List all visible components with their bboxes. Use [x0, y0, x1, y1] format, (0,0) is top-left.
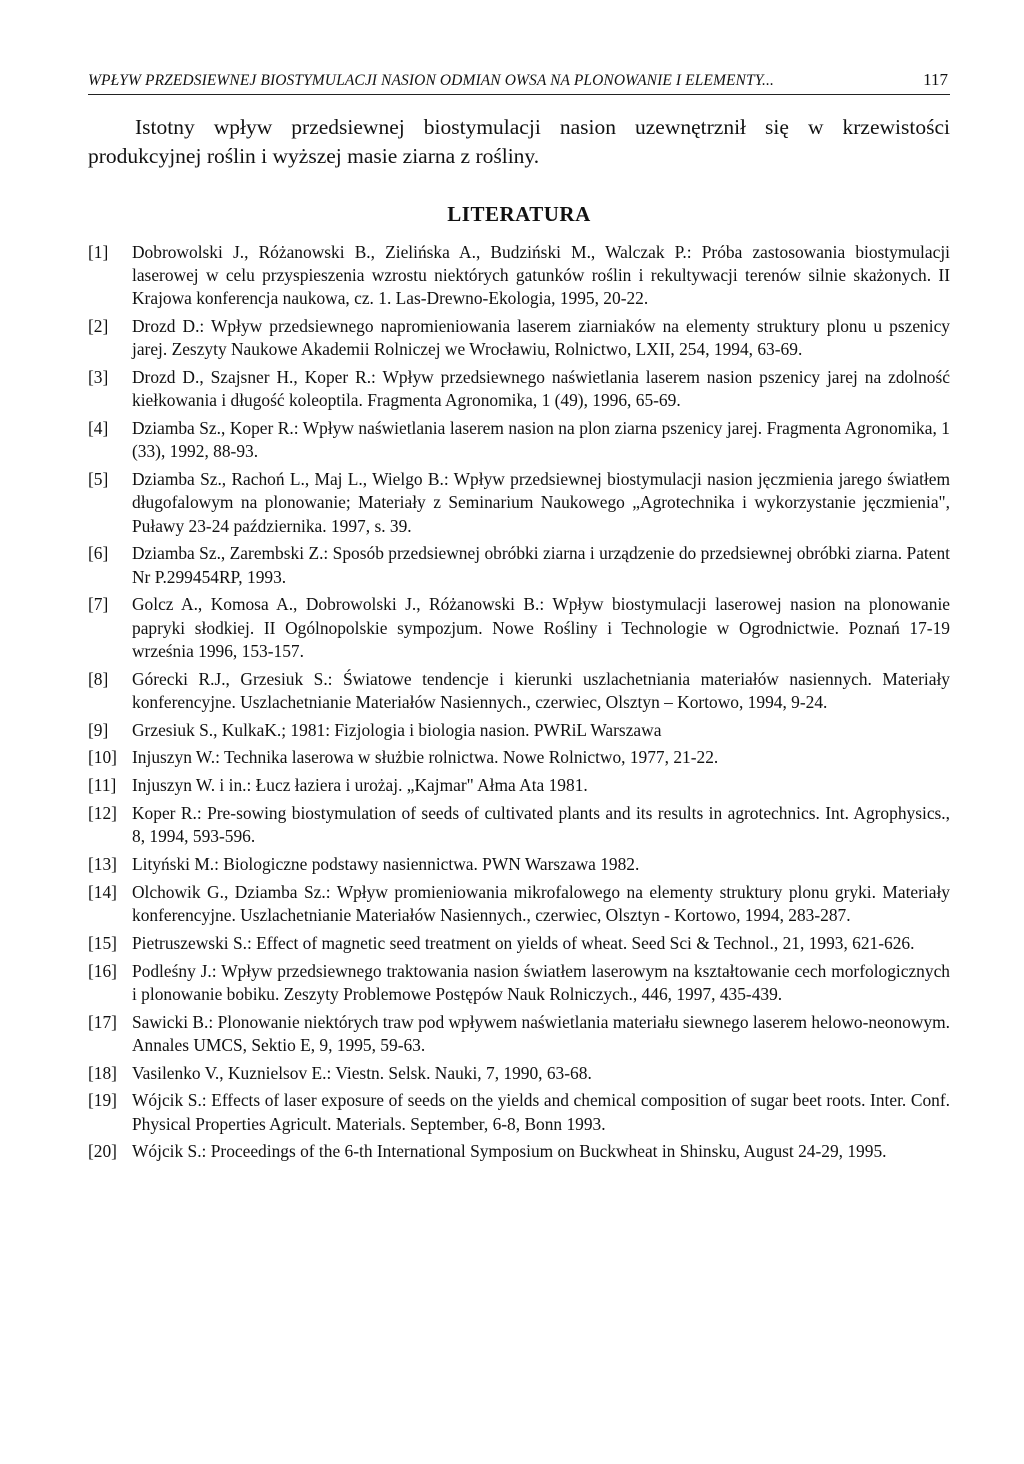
reference-number: [18]: [88, 1062, 117, 1083]
reference-number: [9]: [88, 719, 109, 740]
reference-number: [19]: [88, 1090, 117, 1111]
reference-text: Sawicki B.: Plonowanie niektórych traw pod wpływem naświetlania materiału siewnego laserem helowo-neonowym. Annales UMCS, Sektio E, 9, 1995, 59-63.: [132, 1011, 950, 1055]
reference-number: [16]: [88, 960, 117, 981]
reference-text: Dziamba Sz., Koper R.: Wpływ naświetlania laserem nasion na plon ziarna pszenicy jarej. Fragmenta Agronomika, 1 (33), 1992, 88-93.: [132, 418, 950, 462]
reference-item: [88, 241, 950, 311]
reference-list: [88, 241, 950, 1164]
reference-item: [88, 881, 950, 927]
reference-item: [88, 960, 950, 1006]
reference-text: Lityński M.: Biologiczne podstawy nasiennictwa. PWN Warszawa 1982.: [132, 854, 640, 874]
reference-number: [12]: [88, 803, 117, 823]
reference-item: [88, 593, 950, 663]
reference-text: Olchowik G., Dziamba Sz.: Wpływ promieniowania mikrofalowego na elementy struktury plonu gryki. Materiały konferencyjne. Uszlachetnianie Materiałów Nasiennych., czerwiec, Olsztyn - Kortowo, 1994, 283-287.: [132, 881, 950, 925]
reference-item: [88, 719, 950, 742]
reference-item: [88, 802, 950, 848]
reference-item: [88, 542, 950, 588]
reference-text: Vasilenko V., Kuznielsov E.: Viestn. Selsk. Nauki, 7, 1990, 63-68.: [132, 1062, 592, 1083]
reference-number: [5]: [88, 469, 109, 490]
reference-text: Koper R.: Pre-sowing biostymulation of seeds of cultivated plants and its results in agrotechnics. Int. Agrophysics., 8, 1994, 593-596.: [132, 803, 950, 847]
running-header: [88, 70, 950, 95]
reference-item: [88, 774, 950, 797]
reference-number: [15]: [88, 932, 117, 953]
page-number: 117: [923, 70, 948, 89]
literature-heading: LITERATURA: [447, 202, 591, 226]
reference-item: [88, 853, 950, 876]
reference-number: [4]: [88, 418, 109, 439]
reference-number: [3]: [88, 367, 109, 388]
reference-number: [10]: [88, 747, 117, 768]
reference-text: Injuszyn W.: Technika laserowa w służbie rolnictwa. Nowe Rolnictwo, 1977, 21-22.: [132, 747, 719, 768]
reference-number: [8]: [88, 668, 109, 689]
reference-item: [88, 746, 950, 769]
reference-item: [88, 315, 950, 361]
reference-number: [11]: [88, 775, 117, 796]
reference-item: [88, 1089, 950, 1135]
reference-text: Drozd D.: Wpływ przedsiewnego napromieniowania laserem ziarniaków na elementy struktury plonu u pszenicy jarej. Zeszyty Naukowe Akademii Rolniczej we Wrocławiu, Rolnictwo, LXII, 254, 1994, 63-69.: [132, 316, 950, 360]
reference-item: [88, 468, 950, 538]
reference-number: [1]: [88, 242, 109, 262]
reference-text: Grzesiuk S., KulkaK.; 1981: Fizjologia i biologia nasion. PWRiL Warszawa: [132, 719, 662, 740]
reference-number: [14]: [88, 881, 117, 902]
reference-text: Podleśny J.: Wpływ przedsiewnego traktowania nasion światłem laserowym na kształtowanie cech morfologicznych i plonowanie bobiku. Zeszyty Problemowe Postępów Nauk Rolniczych., 446, 1997, 435-439.: [132, 960, 950, 1004]
page: [88, 70, 950, 1168]
reference-text: Injuszyn W. i in.: Łucz łaziera i urożaj. „Kajmar" Ałma Ata 1981.: [132, 775, 588, 796]
reference-item: [88, 417, 950, 463]
reference-item: [88, 366, 950, 412]
reference-text: Wójcik S.: Proceedings of the 6-th International Symposium on Buckwheat in Shinsku, August 24-29, 1995.: [132, 1141, 887, 1162]
reference-text: Dziamba Sz., Rachoń L., Maj L., Wielgo B.: Wpływ przedsiewnej biostymulacji nasion jęczmienia jarego światłem długofalowym na plonowanie; Materiały z Seminarium Naukowego „Agrotechnika i wykorzystanie jęczmienia", Puławy 23-24 października. 1997, s. 39.: [132, 469, 950, 536]
reference-item: [88, 668, 950, 714]
reference-text: Drozd D., Szajsner H., Koper R.: Wpływ przedsiewnego naświetlania laserem nasion pszenicy jarej na zdolność kiełkowania i długość koleoptila. Fragmenta Agronomika, 1 (49), 1996, 65-69.: [132, 367, 950, 411]
reference-number: [7]: [88, 594, 109, 615]
reference-text: Wójcik S.: Effects of laser exposure of seeds on the yields and chemical composition of sugar beet roots. Inter. Conf. Physical Properties Agricult. Materials. September, 6-8, Bonn 1993.: [132, 1090, 950, 1134]
reference-text: Golcz A., Komosa A., Dobrowolski J., Różanowski B.: Wpływ biostymulacji laserowej nasion na plonowanie papryki słodkiej. II Ogólnopolskie sympozjum. Nowe Rośliny i Technologie w Ogrodnictwie. Poznań 17-19 września 1996, 153-157.: [132, 594, 950, 661]
reference-number: [20]: [88, 1141, 117, 1162]
reference-item: [88, 932, 950, 955]
reference-text: Pietruszewski S.: Effect of magnetic seed treatment on yields of wheat. Seed Sci & Technol., 21, 1993, 621-626.: [132, 932, 915, 953]
reference-item: [88, 1062, 950, 1085]
reference-text: Górecki R.J., Grzesiuk S.: Światowe tendencje i kierunki uszlachetniania materiałów nasiennych. Materiały konferencyjne. Uszlachetnianie Materiałów Nasiennych., czerwiec, Olsztyn – Kortowo, 1994, 9-24.: [132, 668, 950, 712]
reference-item: [88, 1140, 950, 1163]
reference-number: [6]: [88, 543, 109, 564]
reference-text: Dziamba Sz., Zarembski Z.: Sposób przedsiewnej obróbki ziarna i urządzenie do przedsiewnej obróbki ziarna. Patent Nr P.299454RP, 1993.: [132, 543, 950, 587]
reference-number: [17]: [88, 1011, 117, 1032]
reference-text: Dobrowolski J., Różanowski B., Zielińska A., Budziński M., Walczak P.: Próba zastosowania biostymulacji laserowej w celu przyspieszenia wzrostu niektórych gatunków roślin i rekultywacji terenów silnie skażonych. II Krajowa konferencja naukowa, cz. 1. Las-Drewno-Ekologia, 1995, 20-22.: [132, 242, 950, 309]
running-title: WPŁYW PRZEDSIEWNEJ BIOSTYMULACJI NASION ODMIAN OWSA NA PLONOWANIE I ELEMENTY...: [88, 72, 774, 89]
reference-item: [88, 1011, 950, 1057]
reference-number: [13]: [88, 854, 117, 874]
reference-number: [2]: [88, 316, 109, 337]
intro-paragraph: Istotny wpływ przedsiewnej biostymulacji nasion uzewnętrznił się w krzewistości produkcyjnej roślin i wyższej masie ziarna z rośliny.: [88, 115, 950, 168]
